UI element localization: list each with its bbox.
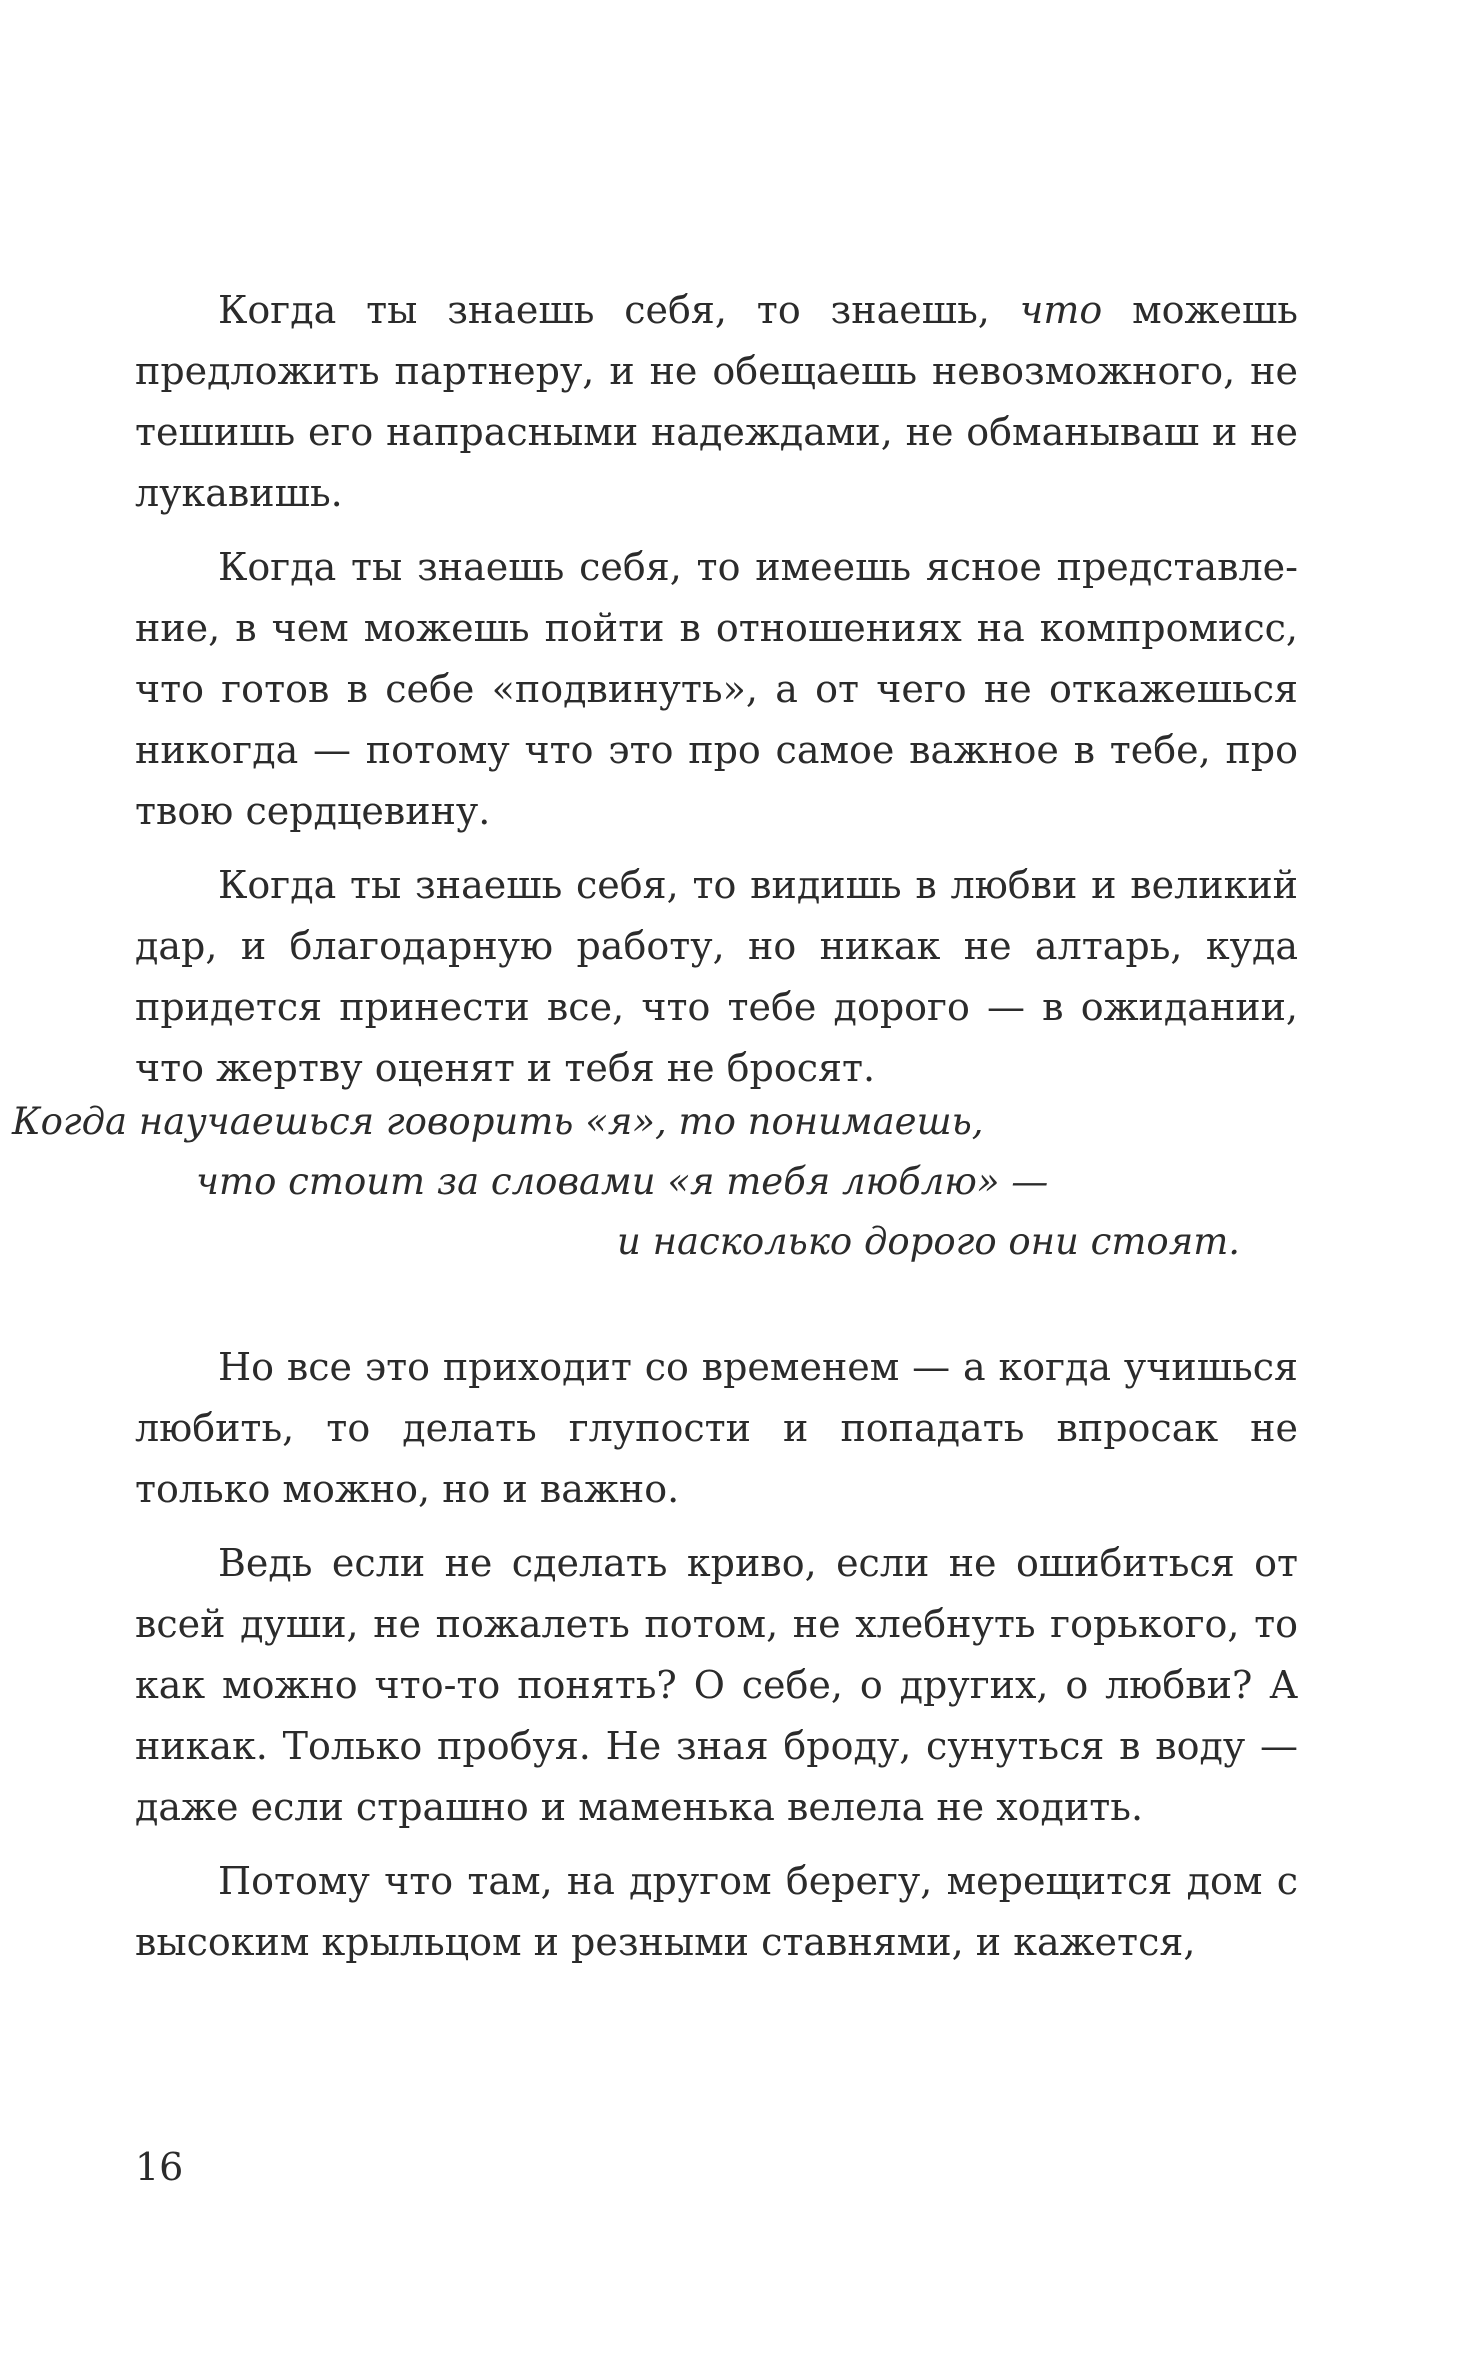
quote-line: что стоит за словами «я тебя люблю» — [196, 1160, 1049, 1203]
body-text-top [135, 280, 1298, 1099]
paragraph: Ведь если не сделать криво, если не ошибиться от всей души, не пожалеть потом, не хлебнуть горького, то как можно что-то понять? О себе, о других, о любви? А никак. Только пробуя. Не зная броду, сунуться в воду — даже если страшно и маменька велела не ходить. [135, 1541, 1298, 1829]
quote-line: Когда научаешься говорить «я», то понимаешь, [12, 1100, 984, 1143]
paragraph: Но все это приходит со временем — а когда учишься любить, то делать глупости и попадать впросак не только можно, но и важно. [135, 1345, 1298, 1511]
paragraph [135, 280, 1298, 524]
paragraph-text: Когда ты знаешь себя, то знаешь, [218, 288, 1020, 332]
paragraph: Когда ты знаешь себя, то видишь в любви и великий дар, и благодарную работу, но никак не алтарь, куда придется принести все, что тебе дорого — в ожидании, что жертву оценят и тебя не бросят. [135, 863, 1298, 1090]
paragraph: Когда ты знаешь себя, то имеешь ясное представление, в чем можешь пойти в отношениях на компромисс, что готов в себе «подвинуть», а от чего не откажешься никогда — потому что это про самое важное в тебе, про твою сердцевину. [135, 545, 1298, 833]
emphasis-text: что [1019, 288, 1103, 332]
quote-line: и насколько дорого они стоят. [617, 1220, 1241, 1263]
body-text-bottom [135, 1337, 1298, 1973]
page-number: 16 [135, 2145, 184, 2189]
paragraph-text: можешь предложить партнеру, и не обещаешь невозможного, не тешишь его напрасными надеждами, не обманываш и не лукавишь. [135, 288, 1298, 515]
paragraph: Потому что там, на другом берегу, мерещится дом с высоким крыльцом и резными ставнями, и кажется, [135, 1859, 1298, 1964]
